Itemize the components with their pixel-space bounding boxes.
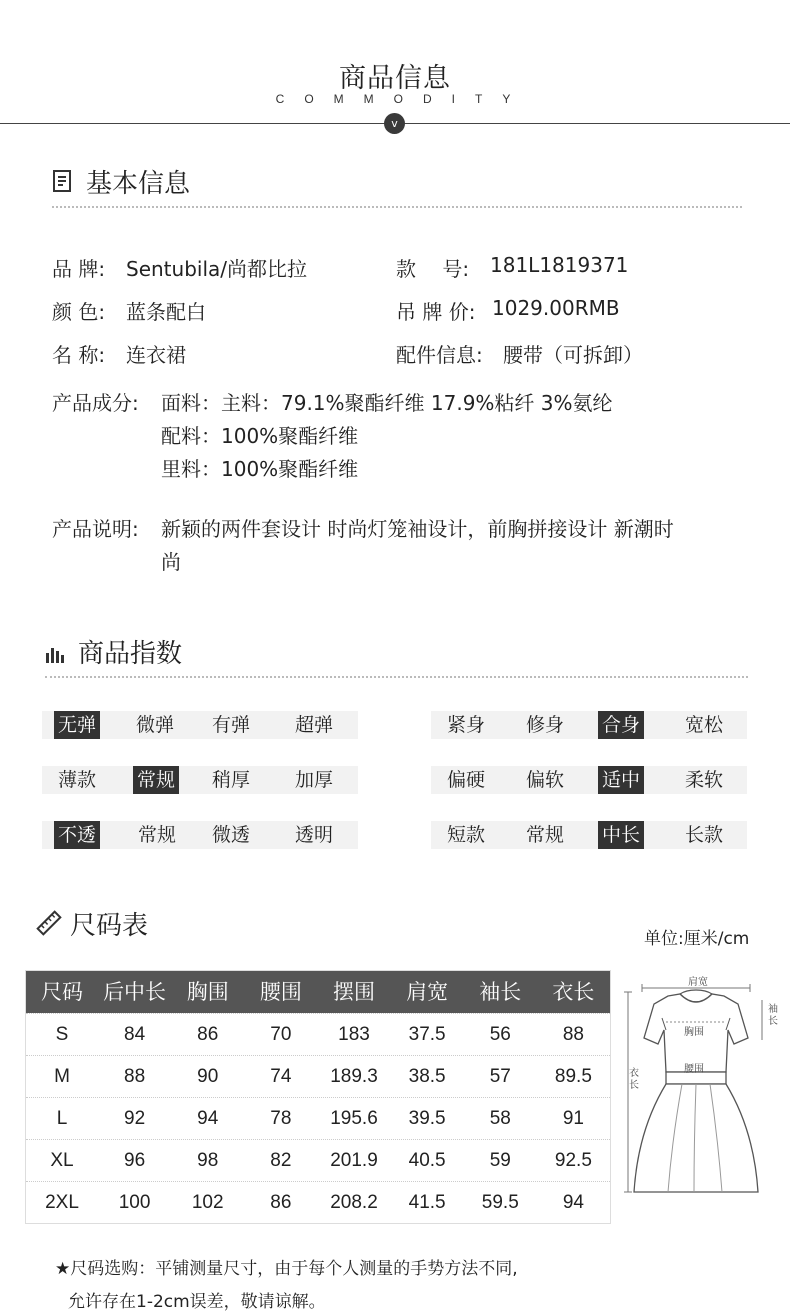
table-cell: 88 [562,1024,584,1045]
column-header: 摆围 [332,980,375,1004]
index-title: 商品指数 [78,639,183,669]
composition-line: 里料：100%聚酯纤维 [161,457,359,481]
index-option: 中长 [598,821,644,849]
table-cell: 84 [124,1024,146,1045]
diagram-label-chest: 胸围 [684,1027,704,1038]
table-cell: 98 [197,1150,219,1171]
table-cell: 40.5 [408,1150,446,1171]
color-label: 颜 色: [52,300,106,324]
table-cell: 100 [118,1192,151,1213]
table-cell: 91 [562,1108,584,1129]
index-option: 偏软 [525,769,564,791]
table-cell: 102 [191,1192,224,1213]
index-option: 紧身 [446,714,485,736]
index-option: 透明 [294,824,333,846]
index-row-fit [431,711,747,739]
document-icon [52,170,72,196]
index-row-thickness [42,766,358,794]
table-cell: 208.2 [330,1192,378,1213]
divider [52,206,742,208]
composition-label: 产品成分: [52,391,139,415]
index-option: 超弹 [294,714,333,736]
basic-info-title: 基本信息 [86,169,191,199]
table-cell: 59 [489,1150,511,1171]
dress-measurement-diagram [622,970,784,1206]
column-header: 胸围 [186,980,229,1004]
index-option: 稍厚 [211,769,250,791]
table-cell: 94 [197,1108,219,1129]
column-header: 尺码 [41,980,83,1004]
table-cell: 92.5 [554,1150,592,1171]
table-cell: 57 [489,1066,511,1087]
index-option: 修身 [525,714,564,736]
price-value: 1029.00RMB [492,296,620,320]
diagram-label-sleeve: 袖长 [768,1004,778,1027]
bar-chart-icon [45,645,67,667]
column-header: 后中长 [103,980,167,1004]
diagram-label-shoulder: 肩宽 [688,977,708,988]
table-cell: 78 [270,1108,292,1129]
description-label: 产品说明: [52,517,139,541]
column-header: 衣长 [552,980,595,1004]
column-header: 肩宽 [406,980,449,1004]
table-cell: 96 [124,1150,146,1171]
table-cell: 56 [489,1024,511,1045]
size-chart-title: 尺码表 [70,911,149,941]
style-label: 款 号: [396,257,470,281]
table-header [26,971,610,1013]
size-note: ★尺码选购：平铺测量尺寸，由于每个人测量的手势方法不同, [55,1259,518,1279]
table-cell: 2XL [45,1192,79,1213]
index-row-elasticity [42,711,358,739]
column-header: 袖长 [479,980,522,1004]
table-cell: 82 [270,1150,292,1171]
color-value: 蓝条配白 [126,300,206,324]
description-line: 新颖的两件套设计 时尚灯笼袖设计，前胸拼接设计 新潮时 [161,517,674,541]
composition-line: 配料：100%聚酯纤维 [161,424,359,448]
size-note: 允许存在1-2cm误差，敬请谅解。 [68,1292,326,1312]
index-option: 常规 [525,824,564,846]
index-option: 薄款 [57,769,96,791]
index-option: 有弹 [211,714,250,736]
table-row [26,1013,610,1055]
table-cell: M [54,1066,70,1087]
index-option: 长款 [684,824,723,846]
size-table [25,970,611,1224]
diagram-label-waist: 腰围 [684,1064,704,1075]
table-cell: 86 [197,1024,219,1045]
table-cell: 59.5 [481,1192,519,1213]
table-cell: 94 [562,1192,584,1213]
column-header: 腰围 [259,980,302,1004]
table-cell: 189.3 [330,1066,378,1087]
table-cell: 70 [270,1024,292,1045]
table-cell: 58 [489,1108,511,1129]
name-label: 名 称: [52,343,106,367]
table-cell: XL [50,1150,74,1171]
index-option: 柔软 [684,769,723,791]
table-cell: L [56,1108,68,1129]
table-cell: 195.6 [330,1108,378,1129]
page-subtitle: COMMODITY [275,92,531,106]
description-line: 尚 [161,550,181,574]
table-row [26,1181,610,1223]
table-cell: 86 [270,1192,292,1213]
table-cell: 74 [270,1066,292,1087]
table-row [26,1055,610,1097]
table-cell: 41.5 [408,1192,446,1213]
table-cell: 201.9 [330,1150,378,1171]
index-row-softness [431,766,747,794]
table-cell: 183 [338,1024,370,1045]
index-option: 微透 [211,824,250,846]
table-row [26,1139,610,1181]
style-value: 181L1819371 [490,253,629,277]
composition-line: 面料：主料：79.1%聚酯纤维 17.9%粘纤 3%氨纶 [161,391,613,415]
index-option: 适中 [598,766,644,794]
unit-label: 单位:厘米/cm [644,929,750,949]
index-option: 常规 [137,824,176,846]
table-cell: 90 [197,1066,219,1087]
table-cell: 89.5 [554,1066,592,1087]
page-title: 商品信息 [339,63,451,94]
brand-label: 品 牌: [52,257,106,281]
accessory-label: 配件信息: [396,343,483,367]
index-option: 常规 [133,766,179,794]
index-option: 无弹 [54,711,100,739]
index-option: 宽松 [684,714,723,736]
price-label: 吊 牌 价: [396,300,476,324]
index-option: 微弹 [135,714,174,736]
table-row [26,1097,610,1139]
accessory-value: 腰带（可拆卸） [503,343,643,367]
table-cell: S [55,1024,69,1045]
divider [45,676,748,678]
name-value: 连衣裙 [126,343,186,367]
table-cell: 39.5 [408,1108,446,1129]
index-option: 偏硬 [446,769,485,791]
ruler-icon [36,910,62,940]
table-cell: 88 [124,1066,146,1087]
index-option: 不透 [54,821,100,849]
index-option: 合身 [598,711,644,739]
index-option: 短款 [446,824,485,846]
table-cell: 92 [124,1108,146,1129]
index-option: 加厚 [294,769,333,791]
brand-value: Sentubila/尚都比拉 [126,257,307,281]
chevron-down-icon: v [384,113,405,134]
index-row-length [431,821,747,849]
diagram-label-length: 衣长 [629,1068,639,1091]
index-row-transparency [42,821,358,849]
table-cell: 38.5 [408,1066,446,1087]
table-cell: 37.5 [408,1024,446,1045]
